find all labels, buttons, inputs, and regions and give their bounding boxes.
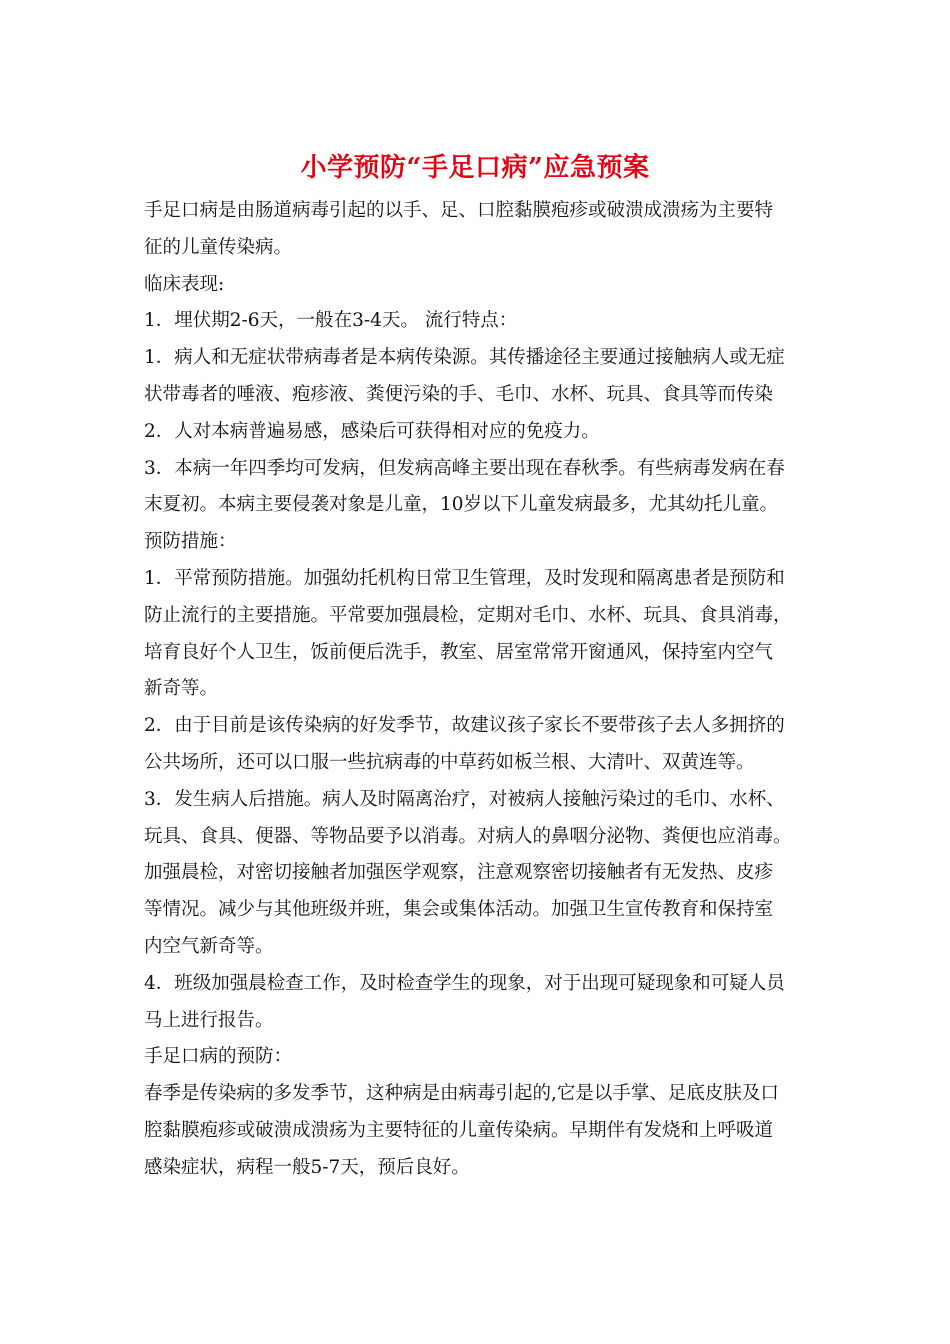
- paragraph-line: 等情况。减少与其他班级并班，集会或集体活动。加强卫生宣传教育和保持室: [144, 899, 774, 921]
- paragraph-line: 内空气新奇等。: [144, 935, 274, 957]
- paragraph-line: 培育良好个人卫生，饭前便后洗手，教室、居室常常开窗通风，保持室内空气: [144, 641, 774, 663]
- section-heading: 预防措施：: [144, 531, 237, 553]
- paragraph-line: 1．病人和无症状带病毒者是本病传染源。其传播途径主要通过接触病人或无症: [144, 347, 785, 369]
- paragraph-line: 马上进行报告。: [144, 1009, 274, 1031]
- paragraph-line: 加强晨检，对密切接触者加强医学观察，注意观察密切接触者有无发热、皮疹: [144, 862, 774, 884]
- paragraph-line: 3．本病一年四季均可发病，但发病高峰主要出现在春秋季。有些病毒发病在春: [144, 457, 785, 479]
- paragraph-line: 手足口病是由肠道病毒引起的以手、足、口腔黏膜疱疹或破溃成溃疡为主要特: [144, 200, 774, 221]
- document-title: 小学预防“手足口病”应急预案: [300, 153, 650, 183]
- paragraph-line: 4．班级加强晨检查工作，及时检查学生的现象，对于出现可疑现象和可疑人员: [144, 972, 785, 994]
- paragraph-line: 新奇等。: [144, 678, 219, 700]
- paragraph-line: 3．发生病人后措施。病人及时隔离治疗，对被病人接触污染过的毛巾、水杯、: [144, 788, 785, 810]
- paragraph-line: 公共场所，还可以口服一些抗病毒的中草药如板兰根、大清叶、双黄连等。: [144, 751, 755, 773]
- paragraph-line: 防止流行的主要措施。平常要加强晨检，定期对毛巾、水杯、玩具、食具消毒，: [144, 604, 792, 626]
- paragraph-line: 征的儿童传染病。: [144, 236, 293, 258]
- paragraph-line: 1．平常预防措施。加强幼托机构日常卫生管理，及时发现和隔离患者是预防和: [144, 567, 785, 589]
- paragraph-line: 玩具、食具、便器、等物品要予以消毒。对病人的鼻咽分泌物、粪便也应消毒。: [144, 825, 792, 847]
- document-body: [144, 193, 814, 1187]
- paragraph-line: 2．由于目前是该传染病的好发季节，故建议孩子家长不要带孩子去人多拥挤的: [144, 715, 785, 737]
- section-heading: 手足口病的预防：: [144, 1046, 293, 1068]
- paragraph-line: 末夏初。本病主要侵袭对象是儿童，10岁以下儿童发病最多，尤其幼托儿童。: [144, 494, 779, 516]
- paragraph-line: 腔黏膜疱疹或破溃成溃疡为主要特征的儿童传染病。早期伴有发烧和上呼吸道: [144, 1119, 774, 1141]
- section-heading: 临床表现:: [144, 273, 225, 295]
- paragraph-line: 状带毒者的唾液、疱疹液、粪便污染的手、毛巾、水杯、玩具、食具等而传染: [144, 383, 774, 405]
- paragraph-line: 春季是传染病的多发季节，这种病是由病毒引起的,它是以手掌、足底皮肤及口: [144, 1083, 779, 1105]
- paragraph-line: 2．人对本病普遍易感，感染后可获得相对应的免疫力。: [144, 420, 600, 442]
- paragraph-line: 1．埋伏期2-6天，一般在3-4天。 流行特点：: [144, 310, 518, 332]
- paragraph-line: 感染症状，病程一般5-7天，预后良好。: [144, 1156, 470, 1178]
